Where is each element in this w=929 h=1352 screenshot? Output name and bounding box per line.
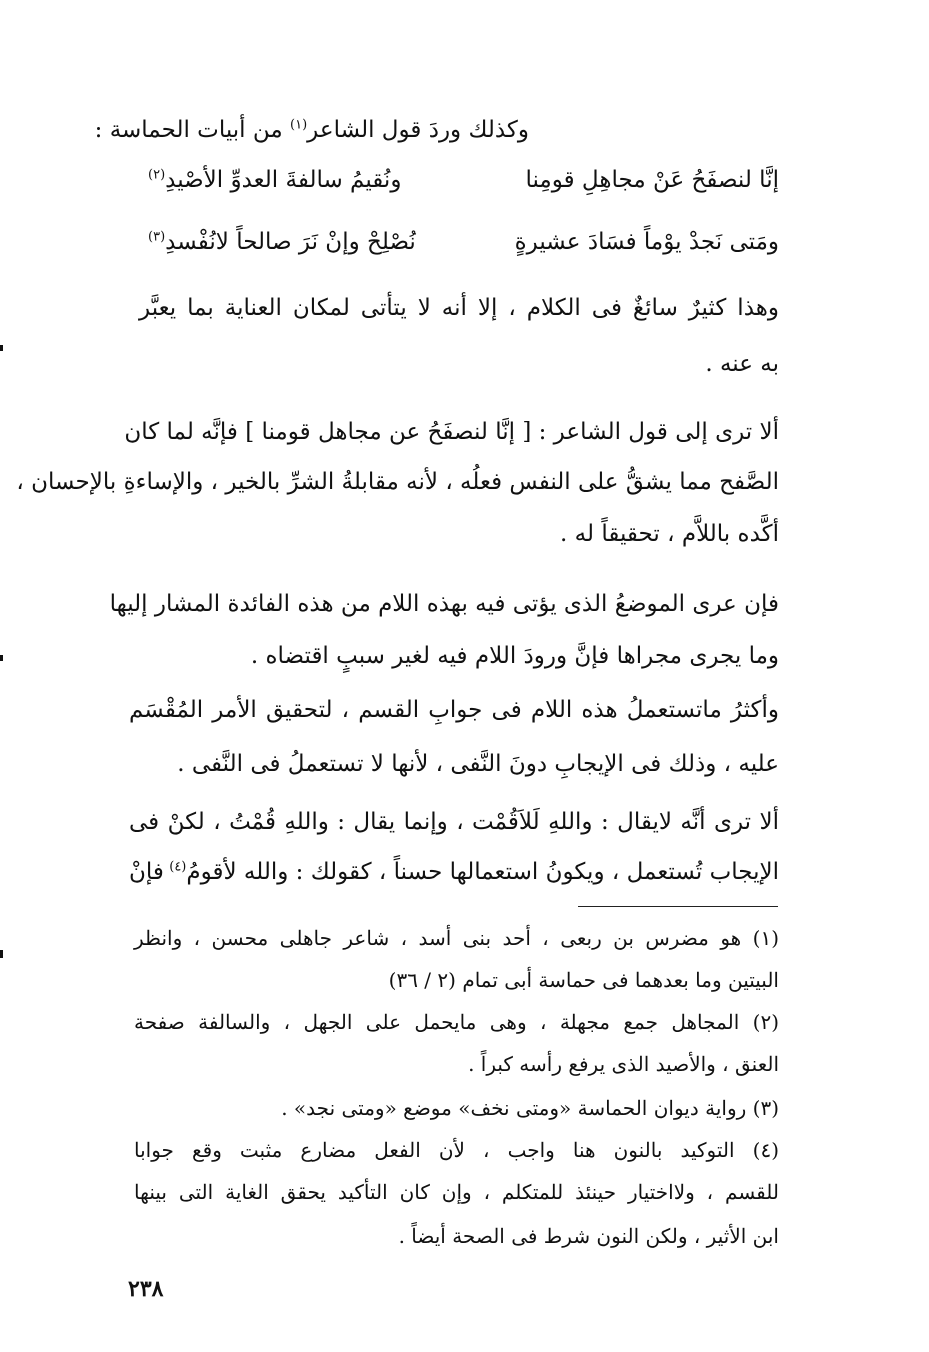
verse-1-second-hemistich: ونُقيمُ سالفةَ العدوِّ الأصْيدِ$^{(٢)}$ xyxy=(148,167,402,193)
footnote-line: (٤) التوكيد بالنون هنا واجب ، لأن الفعل مضارع مثبت وقع جوابا xyxy=(134,1138,779,1162)
scan-mark xyxy=(0,655,3,661)
text-line xyxy=(129,852,779,892)
text-line: الصَّفح مما يشقُّ على النفس فعلُه ، لأنه مقابلةُ الشرِّ بالخير ، والإساءةِ بالإحسان ، xyxy=(16,469,779,495)
footnote-line: ابن الأثير ، ولكن النون شرط فى الصحة أيضاً . xyxy=(398,1224,779,1248)
footnote-line: (١) هو مضرس بن ربعى ، أحد بنى أسد ، شاعر جاهلى محسن ، وانظر xyxy=(134,926,779,950)
text-line: وما يجرى مجراها فإنَّ ورودَ اللام فيه لغير سببٍ اقتضاه . xyxy=(250,643,779,669)
text-line: ألا ترى أنَّه لايقال : واللهِ لَلاَقُمْت ، وإنما يقال : واللهِ قُمْتُ ، لكنْ فى xyxy=(129,809,779,835)
text-line: فإن عرى الموضعُ الذى يؤتى فيه بهذه اللام من هذه الفائدة المشار إليها xyxy=(109,591,779,617)
scan-mark xyxy=(0,950,3,958)
footnote-ref-1: (١) xyxy=(290,117,308,133)
text-line: ألا ترى إلى قول الشاعر : [ إنَّا لنصفَحُ عن مجاهل قومنا ] فإنَّه لما كان xyxy=(124,419,779,445)
text-line: وهذا كثيرٌ سائغٌ فى الكلام ، إلا أنه لا يتأتى لمكان العناية بما يعبَّر xyxy=(139,295,779,321)
verse-2-second-hemistich: نُصْلِحْ وإنْ نَرَ صالحاً لانُفْسدِ$^{(٣)}$ xyxy=(148,229,416,255)
page-number: ٢٣٨ xyxy=(128,1276,164,1302)
text-line: عليه ، وذلك فى الإيجابِ دونَ النَّفى ، لأنها لا تستعملُ فى النَّفى . xyxy=(177,751,779,777)
footnote-separator xyxy=(578,906,778,907)
intro-text: وكذلك وردَ قول الشاعر xyxy=(307,117,529,143)
footnote-line: للقسم ، ولااختيار حينئذ للمتكلم ، وإن كان التأكيد يحقق الغاية التى بينها xyxy=(134,1180,779,1204)
intro-text-tail: من أبيات الحماسة : xyxy=(94,117,283,143)
text-line: وأكثرُ ماتستعملُ هذه اللام فى جوابِ القسم ، لتحقيق الأمر المُقْسَم xyxy=(129,697,779,723)
footnote-line: البيتين وما بعدهما فى حماسة أبى تمام (٢ / ٣٦) xyxy=(388,968,779,992)
footnote-ref-4: (٤) xyxy=(169,859,187,875)
intro-line xyxy=(95,110,529,150)
text-line-body: الإيجاب تُستعمل ، ويكونُ استعمالها حسناً ، كقولك : والله لأقومُ xyxy=(186,859,779,885)
text-line: أكَّده باللاَّم ، تحقيقاً له . xyxy=(560,521,779,547)
verse-1-first-hemistich: إنَّا لنصفَحُ عَنْ مجاهِلِ قومِنا xyxy=(525,167,779,193)
scan-mark xyxy=(0,345,3,351)
footnote-line: العنق ، والأصيد الذى يرفع رأسه كبراً . xyxy=(468,1052,779,1076)
text-line-end: فإنْ xyxy=(129,859,164,885)
footnote-ref-3: (٣) xyxy=(148,229,166,245)
footnote-line: (٣) رواية ديوان الحماسة «ومتى نخف» موضع «ومتى نجد» . xyxy=(281,1096,779,1120)
verse-2-first-hemistich: ومَتى نَجدْ يوْماً فسَادَ عشيرةٍ xyxy=(514,229,779,255)
footnote-line: (٢) المجاهل جمع مجهلة ، وهى مايحمل على الجهل ، والسالفة صفحة xyxy=(134,1010,779,1034)
text-line: به عنه . xyxy=(705,351,779,377)
footnote-ref-2: (٢) xyxy=(148,167,166,183)
